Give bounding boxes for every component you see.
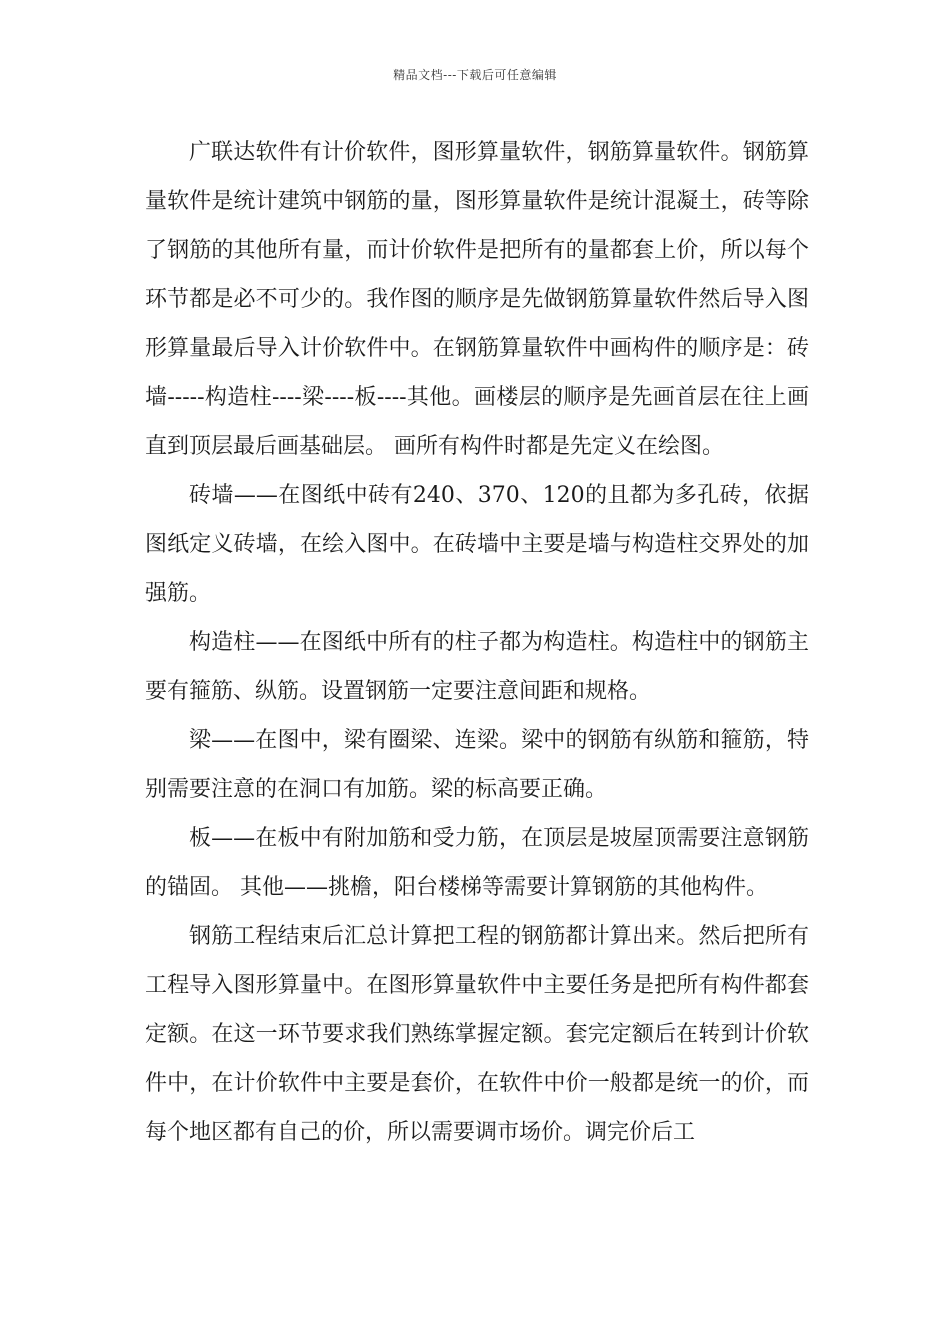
paragraph-intro: 广联达软件有计价软件，图形算量软件，钢筋算量软件。钢筋算量软件是统计建筑中钢筋的量，图形算量软件是统计混凝土，砖等除了钢筋的其他所有量，而计价软件是把所有的量都套上价，所以每个环节都是必不可少的。我作图的顺序是先做钢筋算量软件然后导入图形算量最后导入计价软件中。在钢筋算量软件中画构件的顺序是：砖墙-----构造柱----梁----板----其他。画楼层的顺序是先画首层在往上画直到顶层最后画基础层。 画所有构件时都是先定义在绘图。 xyxy=(145,140,809,459)
paragraph-slab: 板——在板中有附加筋和受力筋，在顶层是坡屋顶需要注意钢筋的锚固。 其他——挑檐，阳台楼梯等需要计算钢筋的其他构件。 xyxy=(145,826,809,900)
paragraph-beam: 梁——在图中，梁有圈梁、连梁。梁中的钢筋有纵筋和箍筋，特别需要注意的在洞口有加筋。梁的标高要正确。 xyxy=(145,728,809,802)
document-body xyxy=(145,128,809,1157)
paragraph-structural-column: 构造柱——在图纸中所有的柱子都为构造柱。构造柱中的钢筋主要有箍筋、纵筋。设置钢筋一定要注意间距和规格。 xyxy=(145,630,809,704)
paragraph-summary: 钢筋工程结束后汇总计算把工程的钢筋都计算出来。然后把所有工程导入图形算量中。在图形算量软件中主要任务是把所有构件都套定额。在这一环节要求我们熟练掌握定额。套完定额后在转到计价软件中，在计价软件中主要是套价，在软件中价一般都是统一的价，而每个地区都有自己的价，所以需要调市场价。调完价后工 xyxy=(145,924,809,1145)
page-header: 精品文档---下载后可任意编辑 xyxy=(393,68,557,82)
paragraph-brick-wall: 砖墙——在图纸中砖有240、370、120的且都为多孔砖，依据图纸定义砖墙，在绘入图中。在砖墙中主要是墙与构造柱交界处的加强筋。 xyxy=(145,483,809,606)
